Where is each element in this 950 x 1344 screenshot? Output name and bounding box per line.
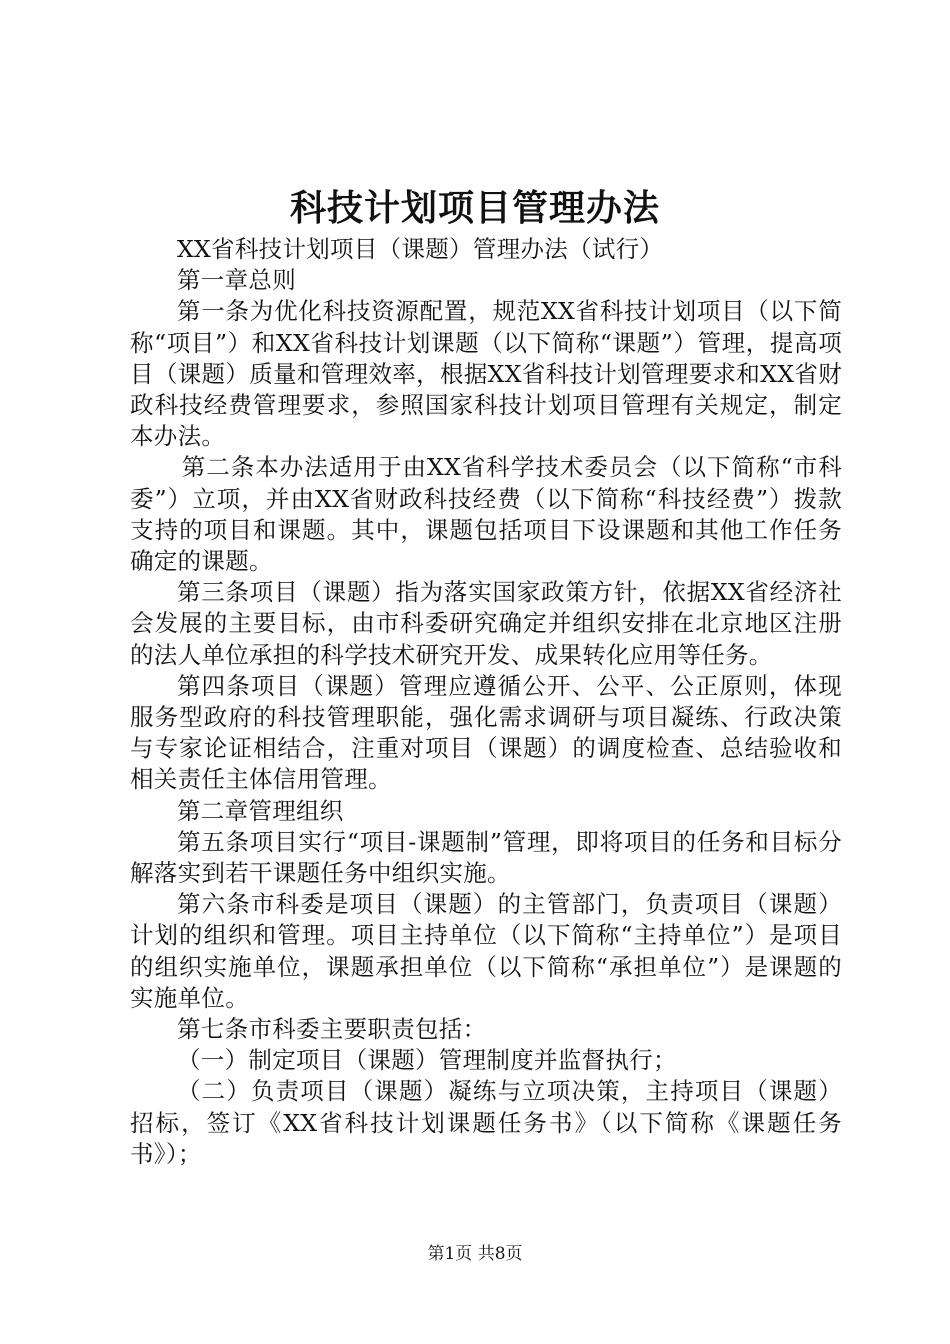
chapter-heading: 第二章管理组织 [177,796,344,825]
document-title: 科技计划项目管理办法 [289,187,660,229]
article-paragraph: 第六条市科委是项目（课题）的主管部门，负责项目（课题）计划的组织和管理。项目主持单位（以下简称“主持单位”）是项目的组织实施单位，课题承担单位（以下简称“承担单位”）是课题的实施单位。 [130,890,842,1012]
chapter-heading: 第一章总则 [177,266,296,295]
list-item: （一）制定项目（课题）管理制度并监督执行； [177,1046,677,1075]
article-paragraph: 第一条为优化科技资源配置，规范XX省科技计划项目（以下简称“项目”）和XX省科技计划课题（以下简称“课题”）管理，提高项目（课题）质量和管理效率，根据XX省科技计划管理要求和XX省财政科技经费管理要求，参照国家科技计划项目管理有关规定，制定本办法。 [130,297,842,451]
subtitle-paragraph: XX省科技计划项目（课题）管理办法（试行） [177,235,664,263]
article-paragraph: 第七条市科委主要职责包括： [177,1015,487,1044]
document-body [130,234,842,1170]
article-paragraph: 第三条项目（课题）指为落实国家政策方针，依据XX省经济社会发展的主要目标，由市科委研究确定并组织安排在北京地区注册的法人单位承担的科学技术研究开发、成果转化应用等任务。 [130,578,842,669]
page-number: 第1页 共8页 [427,1244,523,1264]
article-paragraph: 第四条项目（课题）管理应遵循公开、公平、公正原则，体现服务型政府的科技管理职能，强化需求调研与项目凝练、行政决策与专家论证相结合，注重对项目（课题）的调度检查、总结验收和相关责任主体信用管理。 [130,671,842,794]
article-paragraph: 第五条项目实行“项目-课题制”管理，即将项目的任务和目标分解落实到若干课题任务中组织实施。 [130,827,842,888]
list-item: （二）负责项目（课题）凝练与立项决策，主持项目（课题）招标，签订《XX省科技计划课题任务书》（以下简称《课题任务书》）； [130,1077,842,1168]
article-paragraph: 第二条本办法适用于由XX省科学技术委员会（以下简称“市科委”）立项，并由XX省财政科技经费（以下简称“科技经费”）拨款支持的项目和课题。其中，课题包括项目下设课题和其他工作任务确定的课题。 [130,453,842,576]
